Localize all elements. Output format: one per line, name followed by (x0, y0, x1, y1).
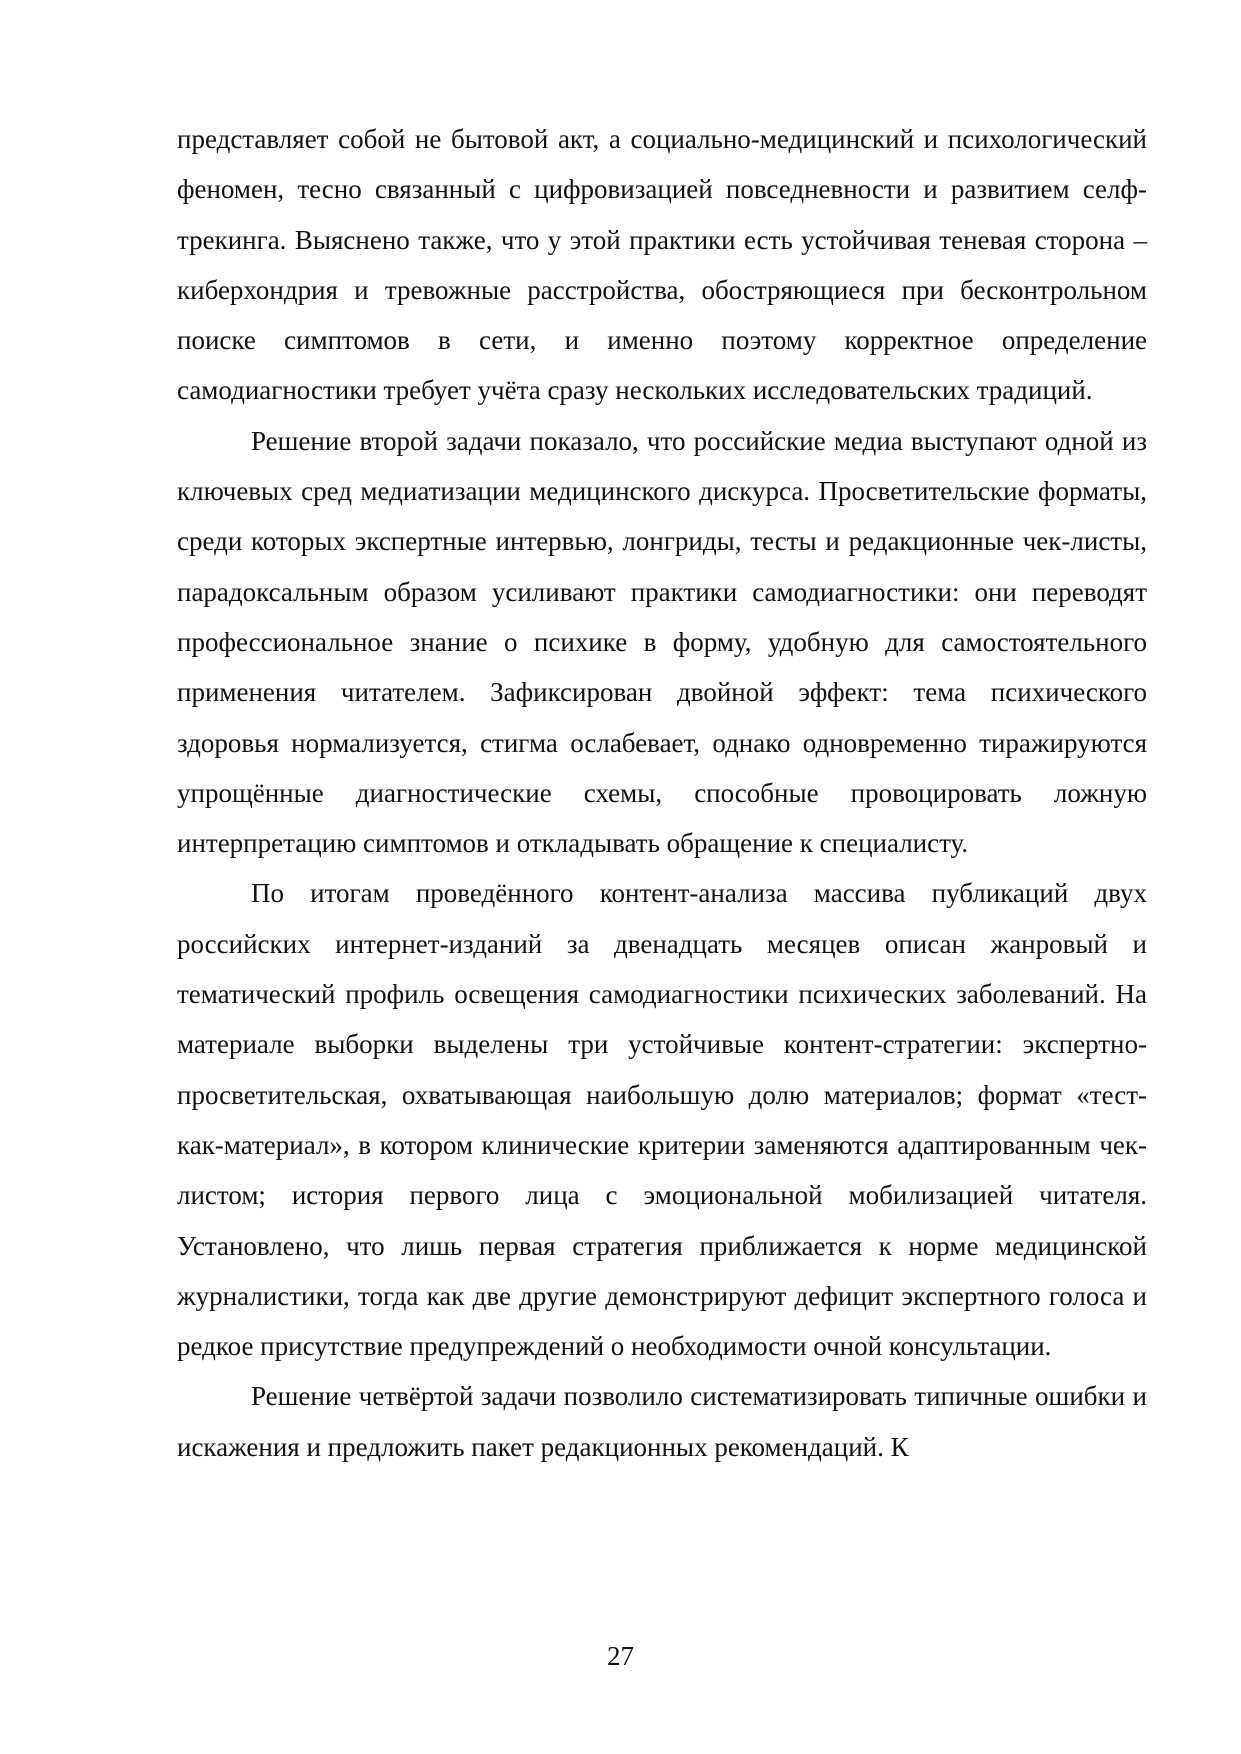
body-text (177, 114, 1147, 1472)
paragraph-4: Решение четвёртой задачи позволило систематизировать типичные ошибки и искажения и предложить пакет редакционных рекомендаций. К (177, 1381, 1147, 1462)
page-number: 27 (607, 1641, 634, 1671)
paragraph-1: представляет собой не бытовой акт, а социально-медицинский и психологический феномен, тесно связанный с цифровизацией повседневности и развитием селф-трекинга. Выяснено также, что у этой практики есть устойчивая теневая сторона – киберхондрия и тревожные расстройства, обостряющиеся при бесконтрольном поиске симптомов в сети, и именно поэтому корректное определение самодиагностики требует учёта сразу нескольких исследовательских традиций. (177, 124, 1147, 406)
paragraph-2: Решение второй задачи показало, что российские медиа выступают одной из ключевых сред медиатизации медицинского дискурса. Просветительские форматы, среди которых экспертные интервью, лонгриды, тесты и редакционные чек-листы, парадоксальным образом усиливают практики самодиагностики: они переводят профессиональное знание о психике в форму, удобную для самостоятельного применения читателем. Зафиксирован двойной эффект: тема психического здоровья нормализуется, стигма ослабевает, однако одновременно тиражируются упрощённые диагностические схемы, способные провоцировать ложную интерпретацию симптомов и откладывать обращение к специалисту. (177, 425, 1147, 859)
paragraph-3: По итогам проведённого контент-анализа массива публикаций двух российских интернет-изданий за двенадцать месяцев описан жанровый и тематический профиль освещения самодиагностики психических заболеваний. На материале выборки выделены три устойчивые контент-стратегии: экспертно-просветительская, охватывающая наибольшую долю материалов; формат «тест-как-материал», в котором клинические критерии заменяются адаптированным чек-листом; история первого лица с эмоциональной мобилизацией читателя. Установлено, что лишь первая стратегия приближается к норме медицинской журналистики, тогда как две другие демонстрируют дефицит экспертного голоса и редкое присутствие предупреждений о необходимости очной консультации. (177, 878, 1147, 1362)
